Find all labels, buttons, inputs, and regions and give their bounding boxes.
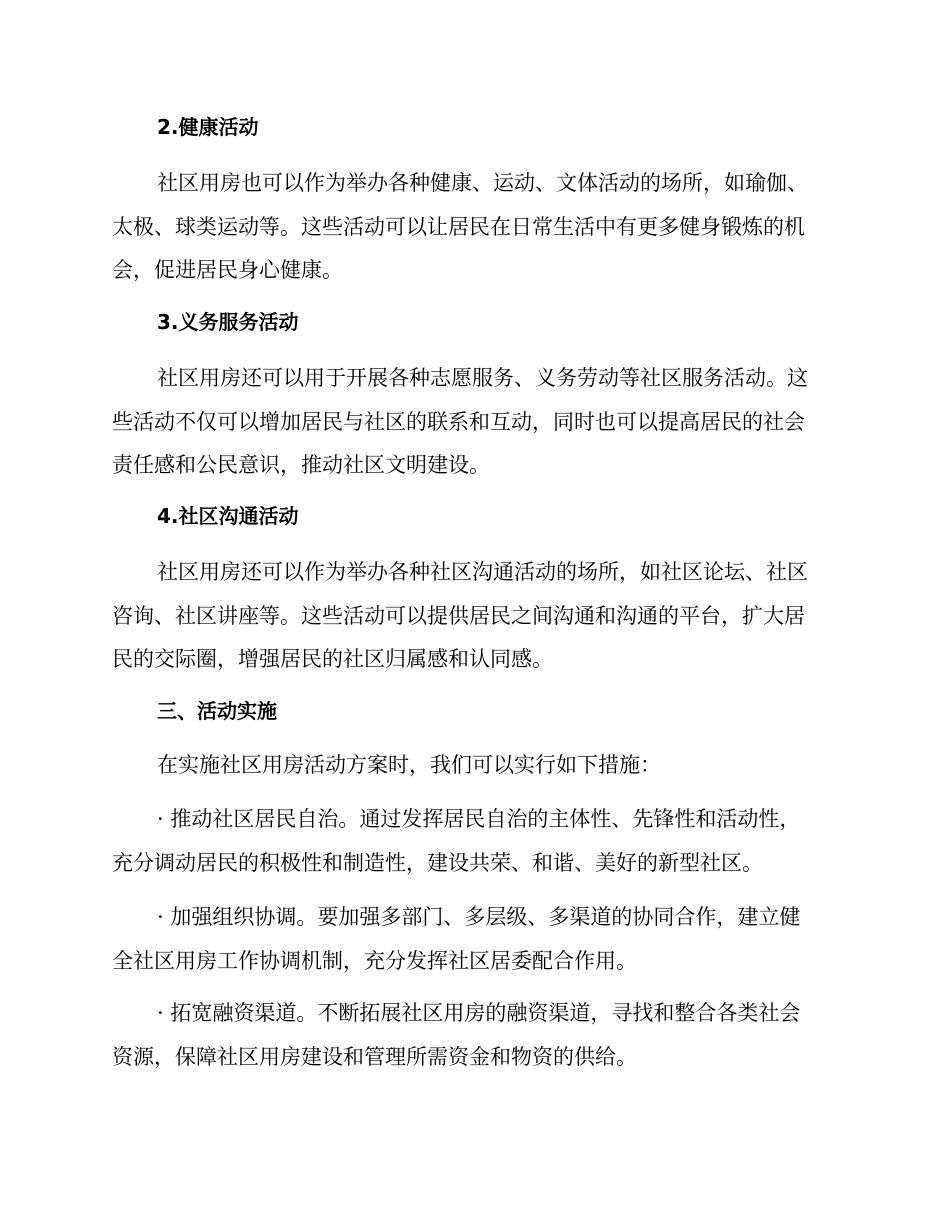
- paragraph-line: 民的交际圈，增强居民的社区归属感和认同感。: [112, 647, 553, 671]
- paragraph-line: 些活动不仅可以增加居民与社区的联系和互动，同时也可以提高居民的社会: [112, 409, 805, 434]
- paragraph-line: 社区用房也可以作为举办各种健康、运动、文体活动的场所，如瑜伽、: [157, 171, 808, 195]
- paragraph-line: 太极、球类运动等。这些活动可以让居民在日常生活中有更多健身锻炼的机: [112, 214, 805, 239]
- bullet-line: 全社区用房工作协调机制，充分发挥社区居委配合作用。: [112, 948, 637, 973]
- bullet-line: · 推动社区居民自治。通过发挥居民自治的主体性、先锋性和活动性，: [157, 807, 801, 831]
- paragraph-line: 咨询、社区讲座等。这些活动可以提供居民之间沟通和沟通的平台，扩大居: [112, 603, 805, 628]
- paragraph-implementation-intro: [112, 744, 832, 788]
- bullet-line: 充分调动居民的积极性和制造性，建设共荣、和谐、美好的新型社区。: [112, 850, 763, 875]
- paragraph-line: 责任感和公民意识，推动社区文明建设。: [112, 453, 490, 477]
- bullet-line: 资源，保障社区用房建设和管理所需资金和物资的供给。: [112, 1044, 637, 1069]
- paragraph-line: 会，促进居民身心健康。: [112, 258, 343, 282]
- bullet-financing: [112, 992, 832, 1079]
- bullet-line: · 加强组织协调。要加强多部门、多层级、多渠道的协同合作，建立健: [157, 905, 801, 929]
- bullet-line: · 拓宽融资渠道。不断拓展社区用房的融资渠道，寻找和整合各类社会: [157, 1001, 801, 1025]
- bullet-coordination: [112, 896, 832, 983]
- section-heading-volunteer: 3.义务服务活动: [157, 310, 299, 334]
- section-heading-communication: 4.社区沟通活动: [157, 504, 299, 528]
- paragraph-line: 社区用房还可以作为举办各种社区沟通活动的场所，如社区论坛、社区: [157, 560, 808, 584]
- paragraph-health: [112, 162, 832, 293]
- section-heading-implementation: 三、活动实施: [157, 699, 277, 723]
- bullet-self-governance: [112, 798, 832, 885]
- paragraph-line: 社区用房还可以用于开展各种志愿服务、义务劳动等社区服务活动。这: [157, 366, 808, 390]
- paragraph-communication: [112, 551, 832, 682]
- paragraph-line: 在实施社区用房活动方案时，我们可以实行如下措施：: [157, 753, 661, 777]
- paragraph-volunteer: [112, 357, 832, 488]
- section-heading-health: 2.健康活动: [157, 115, 259, 139]
